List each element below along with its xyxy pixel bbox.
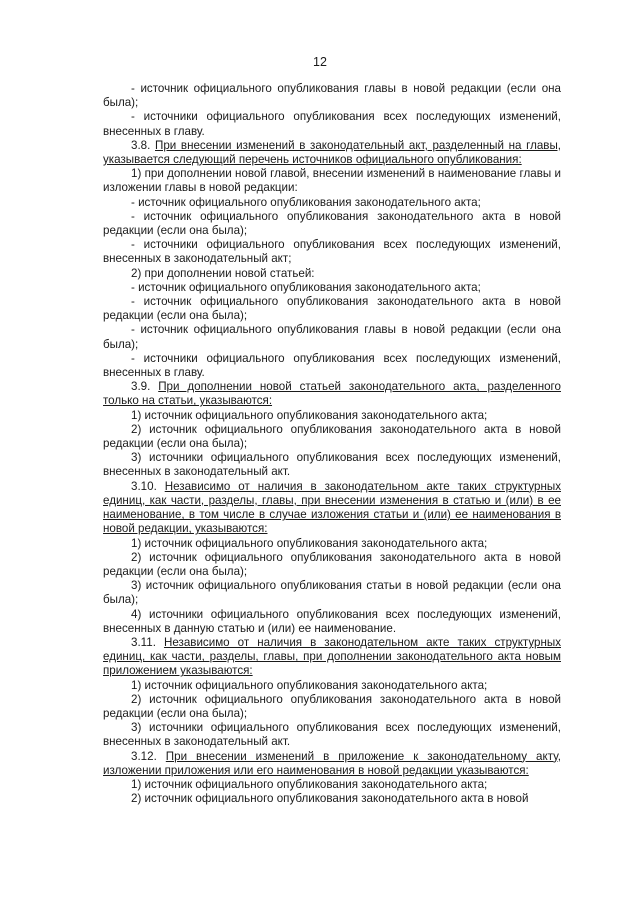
section-number: 3.10.: [131, 479, 165, 493]
list-item: - источник официального опубликования законодательного акта в новой редакции (если она была);: [103, 209, 561, 238]
section-paragraph: [103, 636, 561, 679]
list-item: 2) источник официального опубликования законодательного акта в новой редакции (если она была);: [103, 692, 561, 720]
list-item: 1) при дополнении новой главой, внесении изменений в наименование главы и изложении главы в новой редакции:: [103, 167, 561, 195]
list-item: 4) источники официального опубликования всех последующих изменений, внесенных в данную статью и (или) ее наименование.: [103, 607, 561, 635]
section-number: 3.11.: [131, 635, 164, 649]
list-item: 3) источники официального опубликования всех последующих изменений, внесенных в законодательный акт.: [103, 721, 561, 749]
section-heading-text: Независимо от наличия в законодательном акте таких структурных единиц, как части, разделы, главы, при внесении изменения в статью и (или) в ее наименование, в том числе в случае изложения статьи и (или) ее наименования в новой редакции, указываются:: [103, 479, 561, 536]
section-paragraph: [103, 480, 561, 537]
section-heading-text: При дополнении новой статьей законодательного акта, разделенного только на статьи, указываются:: [103, 380, 561, 408]
list-item: 2) при дополнении новой статьей:: [131, 266, 315, 280]
section-number: 3.9.: [131, 380, 159, 394]
list-item: 2) источник официального опубликования законодательного акта в новой редакции (если она была);: [103, 550, 561, 578]
list-item: - источники официального опубликования всех последующих изменений, внесенных в главу.: [103, 110, 561, 138]
list-item: - источник официального опубликования законодательного акта;: [131, 195, 481, 209]
section-number: 3.12.: [131, 749, 166, 763]
page-number: 12: [313, 55, 327, 69]
section-paragraph: [103, 380, 561, 408]
list-item: 3) источники официального опубликования всех последующих изменений, внесенных в законодательный акт.: [103, 451, 561, 479]
list-item: 2) источник официального опубликования законодательного акта в новой: [131, 792, 529, 806]
list-item: - источник официального опубликования главы в новой редакции (если она была);: [103, 323, 561, 351]
section-paragraph: [103, 750, 561, 778]
list-item: - источник официального опубликования главы в новой редакции (если она была);: [103, 82, 561, 110]
section-number: 3.8.: [131, 138, 155, 152]
list-item: 2) источник официального опубликования законодательного акта в новой редакции (если она была);: [103, 422, 561, 451]
list-item: 3) источник официального опубликования статьи в новой редакции (если она была);: [103, 579, 561, 607]
list-item: 1) источник официального опубликования законодательного акта;: [131, 777, 488, 791]
section-heading-text: При внесении изменений в приложение к законодательному акту, изложении приложения или его наименования в новой редакции указываются:: [103, 749, 561, 777]
document-body: [103, 82, 561, 806]
section-heading-text: При внесении изменений в законодательный акт, разделенный на главы, указывается следующий перечень источников официального опубликования:: [103, 138, 561, 167]
section-paragraph: [103, 139, 561, 167]
list-item: 1) источник официального опубликования законодательного акта;: [131, 678, 488, 692]
list-item: - источники официального опубликования всех последующих изменений, внесенных в законодательный акт;: [103, 238, 561, 266]
list-item: - источник официального опубликования законодательного акта;: [131, 280, 481, 294]
section-heading-text: Независимо от наличия в законодательном акте таких структурных единиц, как части, разделы, главы, при дополнении законодательного акта новым приложением указываются:: [103, 635, 561, 678]
list-item: 1) источник официального опубликования законодательного акта;: [131, 536, 488, 550]
list-item: - источник официального опубликования законодательного акта в новой редакции (если она была);: [103, 295, 561, 323]
list-item: - источники официального опубликования всех последующих изменений, внесенных в главу.: [103, 351, 561, 380]
list-item: 1) источник официального опубликования законодательного акта;: [131, 408, 488, 422]
